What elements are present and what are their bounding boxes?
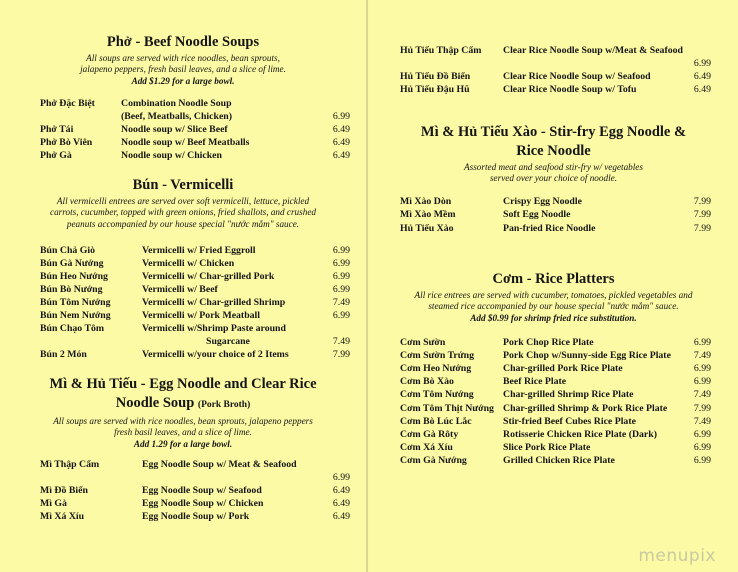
menu-item-price: 7.99 — [693, 209, 711, 221]
menu-item-price: 7.99 — [693, 196, 711, 207]
bun-title: Bún - Vermicelli — [132, 177, 234, 193]
menu-item-price: 6.99 — [332, 245, 350, 256]
menu-item-name: Bún Chả Giò — [40, 245, 95, 256]
menu-item-description: Vermicelli w/ Fried Eggroll — [142, 245, 256, 256]
menu-item-name: Phở Gà — [40, 150, 72, 162]
menu-item-description: Vermicelli w/ Beef — [142, 284, 218, 295]
menu-item-price: 6.99 — [693, 363, 711, 375]
mi-note — [0, 416, 366, 450]
menu-item-description: Vermicelli w/your choice of 2 Items — [142, 349, 289, 360]
pho-section — [0, 33, 366, 87]
mi-title-line1: Mì & Hủ Tiếu - Egg Noodle and Clear Rice — [49, 376, 317, 392]
menu-item-name: Cơm Tôm Thịt Nướng — [400, 402, 494, 414]
menu-item-description: Crispy Egg Noodle — [503, 196, 582, 207]
menu-item-price: 6.99 — [332, 472, 350, 484]
menu-item-price: 7.49 — [693, 415, 711, 427]
menu-item-description: Egg Noodle Soup w/ Chicken — [142, 498, 264, 510]
mi-title-line2 — [0, 394, 366, 415]
pho-note-bold: Add $1.29 for a large bowl. — [131, 75, 235, 86]
menu-item-price: 6.99 — [332, 111, 350, 123]
menu-item-name: Bún Tôm Nướng — [40, 297, 111, 308]
menu-item-price: 6.99 — [332, 271, 350, 282]
menu-item-price: 6.49 — [332, 485, 350, 497]
menu-item-price: 6.99 — [693, 454, 711, 466]
pho-note — [0, 53, 366, 87]
mi-title-line2-text: Noodle Soup — [115, 395, 195, 411]
menu-item-name: Mì Xào Mềm — [400, 209, 456, 221]
menu-item-description: Char-grilled Shrimp Rice Plate — [503, 389, 634, 401]
xao-note-line: served over your choice of noodle. — [489, 173, 618, 184]
menu-item-price: 6.49 — [332, 498, 350, 510]
bun-note-line: All vermicelli entrees are served over soft vermicelli, lettuce, pickled — [56, 196, 310, 206]
menu-item-description: Noodle soup w/ Slice Beef — [121, 124, 228, 136]
menu-item-name: Mì Xào Dòn — [400, 196, 452, 207]
menu-item-price: 6.49 — [693, 71, 711, 83]
bun-section — [0, 176, 366, 230]
menu-item-description: Stir-fried Beef Cubes Rice Plate — [503, 415, 636, 427]
bun-note-line: carrots, cucumber, topped with green onions, fried shallots, and crushed — [50, 207, 316, 218]
menu-item-price: 6.49 — [332, 150, 350, 162]
menu-item-name: Cơm Tôm Nướng — [400, 389, 474, 401]
menu-item-description: Slice Pork Rice Plate — [503, 441, 591, 453]
menu-item-name: Bún Gà Nướng — [40, 258, 104, 269]
menu-item-price: 7.49 — [332, 336, 350, 347]
menu-item-name: Cơm Bò Lúc Lắc — [400, 415, 472, 427]
menu-item-price: 6.49 — [332, 511, 350, 523]
menu-item-name: Cơm Gà Nướng — [400, 454, 467, 466]
menu-item-price: 6.99 — [693, 441, 711, 453]
pho-title: Phở - Beef Noodle Soups — [106, 34, 260, 50]
menu-item-name: Phở Tái — [40, 124, 74, 136]
menu-item-name: Cơm Gà Rôty — [400, 428, 459, 440]
menu-item-name: Cơm Sườn Trứng — [400, 350, 474, 362]
menu-item-description: Vermicelli w/ Char-grilled Shrimp — [142, 297, 286, 308]
menu-item-name: Bún Bò Nướng — [40, 284, 103, 295]
menu-item-description: Egg Noodle Soup w/ Meat & Seafood — [142, 459, 297, 470]
com-title: Cơm - Rice Platters — [492, 271, 615, 287]
menu-item-description: Clear Rice Noodle Soup w/ Tofu — [503, 84, 637, 96]
com-note-bold: Add $0.99 for shrimp fried rice substitution. — [470, 312, 637, 323]
menu-item-name: Bún Chạo Tôm — [40, 323, 105, 334]
menu-item-description: Sugarcane — [206, 336, 250, 347]
menu-item-description: Beef Rice Plate — [503, 376, 567, 388]
mi-section — [0, 375, 366, 450]
menu-item-description: Combination Noodle Soup — [121, 98, 232, 109]
menu-item-name: Cơm Xá Xíu — [400, 441, 453, 453]
menu-item-name: Mì Thập Cẩm — [40, 459, 100, 470]
menu-item-price: 7.49 — [332, 297, 350, 308]
menu-item-description: Vermicelli w/ Char-grilled Pork — [142, 271, 275, 282]
pho-note-line: jalapeno peppers, fresh basil leaves, and a slice of lime. — [80, 64, 286, 75]
menu-item-name: Hủ Tiếu Đậu Hũ — [400, 84, 470, 96]
right-menu-page — [369, 0, 738, 572]
menu-item-description: Vermicelli w/Shrimp Paste around — [142, 323, 286, 334]
com-note-line: steamed rice accompanied by our house special "nước mắm" sauce. — [428, 301, 679, 312]
menu-item-price: 7.49 — [693, 389, 711, 401]
menu-item-description: Char-grilled Shrimp & Pork Rice Plate — [503, 402, 668, 414]
pho-note-line: All soups are served with rice noodles, bean sprouts, — [86, 53, 280, 63]
menu-item-name: Phở Đặc Biệt — [40, 98, 95, 109]
bun-note — [0, 196, 366, 230]
menu-item-price: 7.49 — [693, 350, 711, 362]
mi-title-small: (Pork Broth) — [197, 400, 251, 410]
menu-item-description: Noodle soup w/ Chicken — [121, 150, 222, 162]
menu-item-price: 6.99 — [332, 258, 350, 269]
menu-item-description: Clear Rice Noodle Soup w/Meat & Seafood — [503, 45, 683, 56]
com-note-line: All rice entrees are served with cucumber, tomatoes, pickled vegetables and — [414, 290, 693, 300]
menu-item-name: Cơm Sườn — [400, 337, 446, 348]
xao-title-line2: Rice Noodle — [516, 143, 591, 159]
menu-item-description: Pork Chop w/Sunny-side Egg Rice Plate — [503, 350, 671, 362]
menu-item-name: Hủ Tiếu Xào — [400, 222, 454, 234]
menu-item-price: 6.99 — [693, 337, 711, 348]
com-section — [369, 270, 738, 324]
menu-item-name: Cơm Bò Xào — [400, 376, 454, 388]
menu-item-description: Vermicelli w/ Chicken — [142, 258, 235, 269]
menu-item-name: Hủ Tiếu Đồ Biển — [400, 71, 471, 83]
menu-item-description: Char-grilled Pork Rice Plate — [503, 363, 623, 375]
xao-note-line: Assorted meat and seafood stir-fry w/ vegetables — [464, 162, 643, 172]
menu-item-description: Vermicelli w/ Pork Meatball — [142, 310, 260, 321]
menu-item-price: 6.99 — [332, 310, 350, 321]
menu-item-description: Noodle soup w/ Beef Meatballs — [121, 137, 250, 149]
menu-item-price: 6.49 — [332, 137, 350, 149]
menu-item-name: Mì Gà — [40, 498, 67, 510]
menu-item-description: Egg Noodle Soup w/ Seafood — [142, 485, 262, 497]
menu-item-name: Bún Nem Nướng — [40, 310, 111, 321]
menu-item-price: 6.99 — [693, 428, 711, 440]
menu-item-price: 7.99 — [332, 349, 350, 360]
menu-item-price: 6.99 — [693, 376, 711, 388]
bun-note-line: peanuts accompanied by our house special "nước mắm" sauce. — [66, 218, 300, 229]
menu-item-price: 7.99 — [693, 222, 711, 234]
menu-item-description: Rotisserie Chicken Rice Plate (Dark) — [503, 428, 657, 440]
xao-section — [369, 123, 738, 185]
menu-item-description: Soft Egg Noodle — [503, 209, 571, 221]
menu-item-name: Bún Heo Nướng — [40, 271, 108, 282]
com-note — [369, 290, 738, 324]
menu-item-description: (Beef, Meatballs, Chicken) — [121, 111, 233, 123]
menu-item-name: Mì Xá Xíu — [40, 511, 85, 523]
menu-item-price: 6.49 — [693, 84, 711, 96]
menu-item-description: Pan-fried Rice Noodle — [503, 222, 596, 234]
menu-item-name: Mì Đồ Biển — [40, 485, 88, 497]
menu-item-name: Cơm Heo Nướng — [400, 363, 472, 375]
menu-item-price: 7.99 — [693, 402, 711, 414]
menu-item-description: Pork Chop Rice Plate — [503, 337, 594, 348]
menu-item-name: Bún 2 Món — [40, 349, 87, 360]
menu-item-description: Clear Rice Noodle Soup w/ Seafood — [503, 71, 651, 83]
xao-title-line1: Mì & Hủ Tiếu Xào - Stir-fry Egg Noodle & — [420, 124, 687, 140]
xao-note — [369, 162, 738, 185]
mi-note-line: All soups are served with rice noodles, bean sprouts, jalapeno peppers — [53, 416, 313, 426]
mi-note-line: fresh basil leaves, and a slice of lime. — [114, 427, 252, 438]
menu-item-description: Egg Noodle Soup w/ Pork — [142, 511, 250, 523]
left-menu-page — [0, 0, 368, 572]
menu-item-name: Phở Bò Viên — [40, 137, 93, 149]
menu-item-price: 6.99 — [693, 58, 711, 70]
menu-item-price: 6.49 — [332, 124, 350, 136]
mi-note-bold: Add 1.29 for a large bowl. — [133, 438, 233, 449]
menu-item-price: 6.99 — [332, 284, 350, 295]
menupix-watermark: menupix — [638, 546, 716, 566]
menu-item-description: Grilled Chicken Rice Plate — [503, 454, 615, 466]
menu-item-name: Hủ Tiếu Thập Cẩm — [400, 45, 482, 56]
